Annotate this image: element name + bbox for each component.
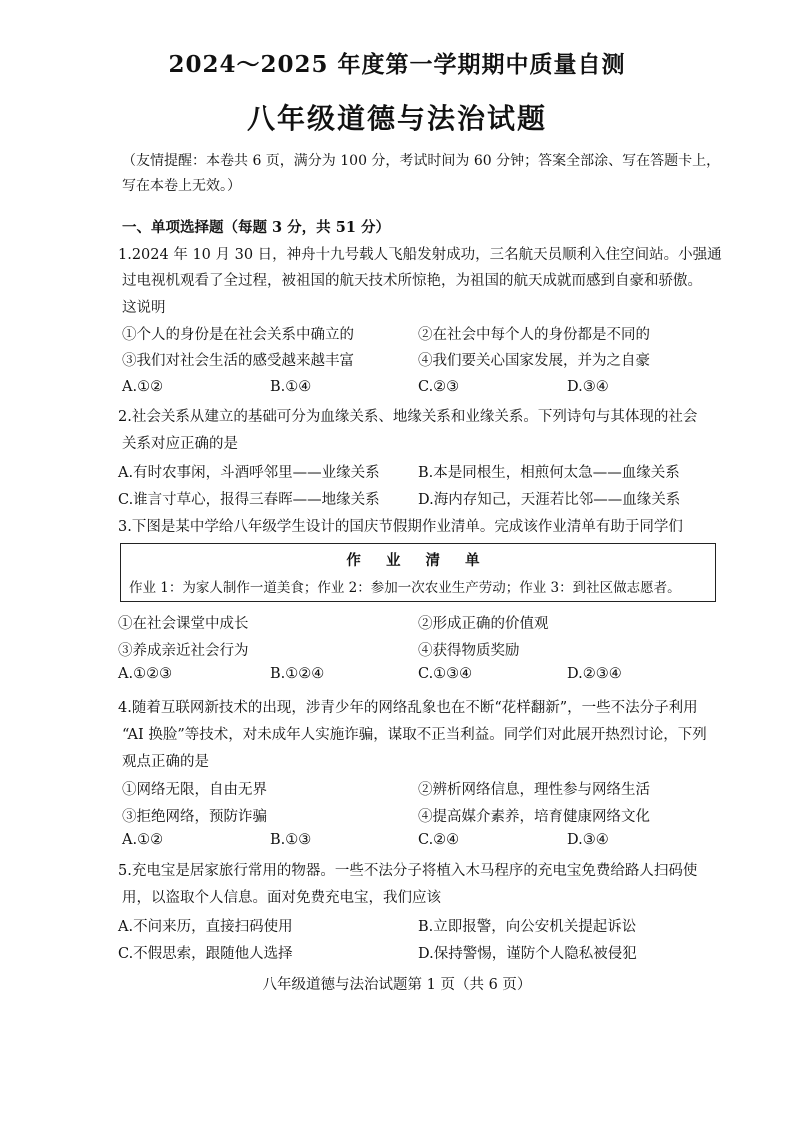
q3-statement-1: ①在社会课堂中成长 [118, 616, 249, 632]
notice-line-2: 写在本卷上无效。） [122, 178, 241, 194]
notice-line-1: （友情提醒：本卷共 6 页，满分为 100 分，考试时间为 60 分钟；答案全部涂、写在答题卡上， [122, 153, 721, 169]
section-title: 一、单项选择题（每题 3 分，共 51 分） [122, 219, 390, 236]
q5-line-2: 用，以盗取个人信息。面对免费充电宝，我们应该 [122, 890, 441, 906]
q3-line-1: 3.下图是某中学给八年级学生设计的国庆节假期作业清单。完成该作业清单有助于同学们 [118, 519, 683, 535]
q3-choice-a: A.①②③ [118, 666, 173, 682]
homework-list-title: 作 业 清 单 [346, 552, 490, 569]
q4-choice-b: B.①③ [270, 832, 312, 848]
q1-line-1: 1.2024 年 10 月 30 日，神舟十九号载人飞船发射成功，三名航天员顺利入住空间站。小强通 [118, 247, 722, 263]
q4-choice-d: D.③④ [567, 832, 609, 848]
q2-line-1: 2.社会关系从建立的基础可分为血缘关系、地缘关系和业缘关系。下列诗句与其体现的社会 [118, 409, 698, 425]
homework-list-text: 作业 1：为家人制作一道美食；作业 2：参加一次农业生产劳动；作业 3：到社区做志愿者。 [129, 580, 681, 596]
q2-line-2: 关系对应正确的是 [122, 436, 238, 452]
q5-choice-c: C.不假思索，跟随他人选择 [118, 946, 293, 962]
q1-line-3: 这说明 [122, 300, 166, 316]
q1-choice-d: D.③④ [567, 379, 609, 395]
q1-statement-4: ④我们要关心国家发展，并为之自豪 [418, 353, 650, 369]
q3-statement-4: ④获得物质奖励 [418, 643, 520, 659]
q4-choice-c: C.②④ [418, 832, 460, 848]
q2-choice-b: B.本是同根生，相煎何太急——血缘关系 [418, 465, 680, 481]
q5-line-1: 5.充电宝是居家旅行常用的物器。一些不法分子将植入木马程序的充电宝免费给路人扫码使 [118, 863, 698, 879]
q4-line-3: 观点正确的是 [122, 754, 209, 770]
exam-subtitle: 八年级道德与法治试题 [246, 102, 547, 135]
page-footer: 八年级道德与法治试题第 1 页（共 6 页） [262, 977, 532, 993]
homework-list-box [120, 543, 716, 602]
q4-statement-3: ③拒绝网络，预防诈骗 [122, 809, 267, 825]
q3-choice-c: C.①③④ [418, 666, 473, 682]
q1-choice-b: B.①④ [270, 379, 312, 395]
q5-choice-a: A.不问来历，直接扫码使用 [118, 919, 293, 935]
q2-choice-c: C.谁言寸草心，报得三春晖——地缘关系 [118, 492, 380, 508]
q2-choice-d: D.海内存知己，天涯若比邻——血缘关系 [418, 492, 681, 508]
q1-statement-3: ③我们对社会生活的感受越来越丰富 [122, 353, 354, 369]
q3-choice-d: D.②③④ [567, 666, 622, 682]
q1-statement-1: ①个人的身份是在社会关系中确立的 [122, 327, 354, 343]
q4-line-2: “AI 换脸”等技术，对未成年人实施诈骗，谋取不正当利益。同学们对此展开热烈讨论，下列 [122, 727, 707, 743]
q1-line-2: 过电视机观看了全过程，被祖国的航天技术所惊艳，为祖国的航天成就而感到自豪和骄傲。 [122, 273, 702, 289]
q3-statement-3: ③养成亲近社会行为 [118, 643, 249, 659]
q4-line-1: 4.随着互联网新技术的出现，涉青少年的网络乱象也在不断“花样翻新”，一些不法分子利用 [118, 700, 698, 716]
q1-choice-c: C.②③ [418, 379, 460, 395]
q4-choice-a: A.①② [122, 832, 164, 848]
q2-choice-a: A.有时农事闲，斗酒呼邻里——业缘关系 [118, 465, 380, 481]
q4-statement-4: ④提高媒介素养，培育健康网络文化 [418, 809, 650, 825]
q4-statement-1: ①网络无限，自由无界 [122, 782, 267, 798]
q3-choice-b: B.①②④ [270, 666, 325, 682]
q5-choice-d: D.保持警惕，谨防个人隐私被侵犯 [418, 946, 637, 962]
q1-statement-2: ②在社会中每个人的身份都是不同的 [418, 327, 650, 343]
exam-title: 2024～2025 年度第一学期期中质量自测 [168, 51, 626, 78]
q3-statement-2: ②形成正确的价值观 [418, 616, 549, 632]
q5-choice-b: B.立即报警，向公安机关提起诉讼 [418, 919, 637, 935]
q1-choice-a: A.①② [122, 379, 164, 395]
q4-statement-2: ②辨析网络信息，理性参与网络生活 [418, 782, 650, 798]
